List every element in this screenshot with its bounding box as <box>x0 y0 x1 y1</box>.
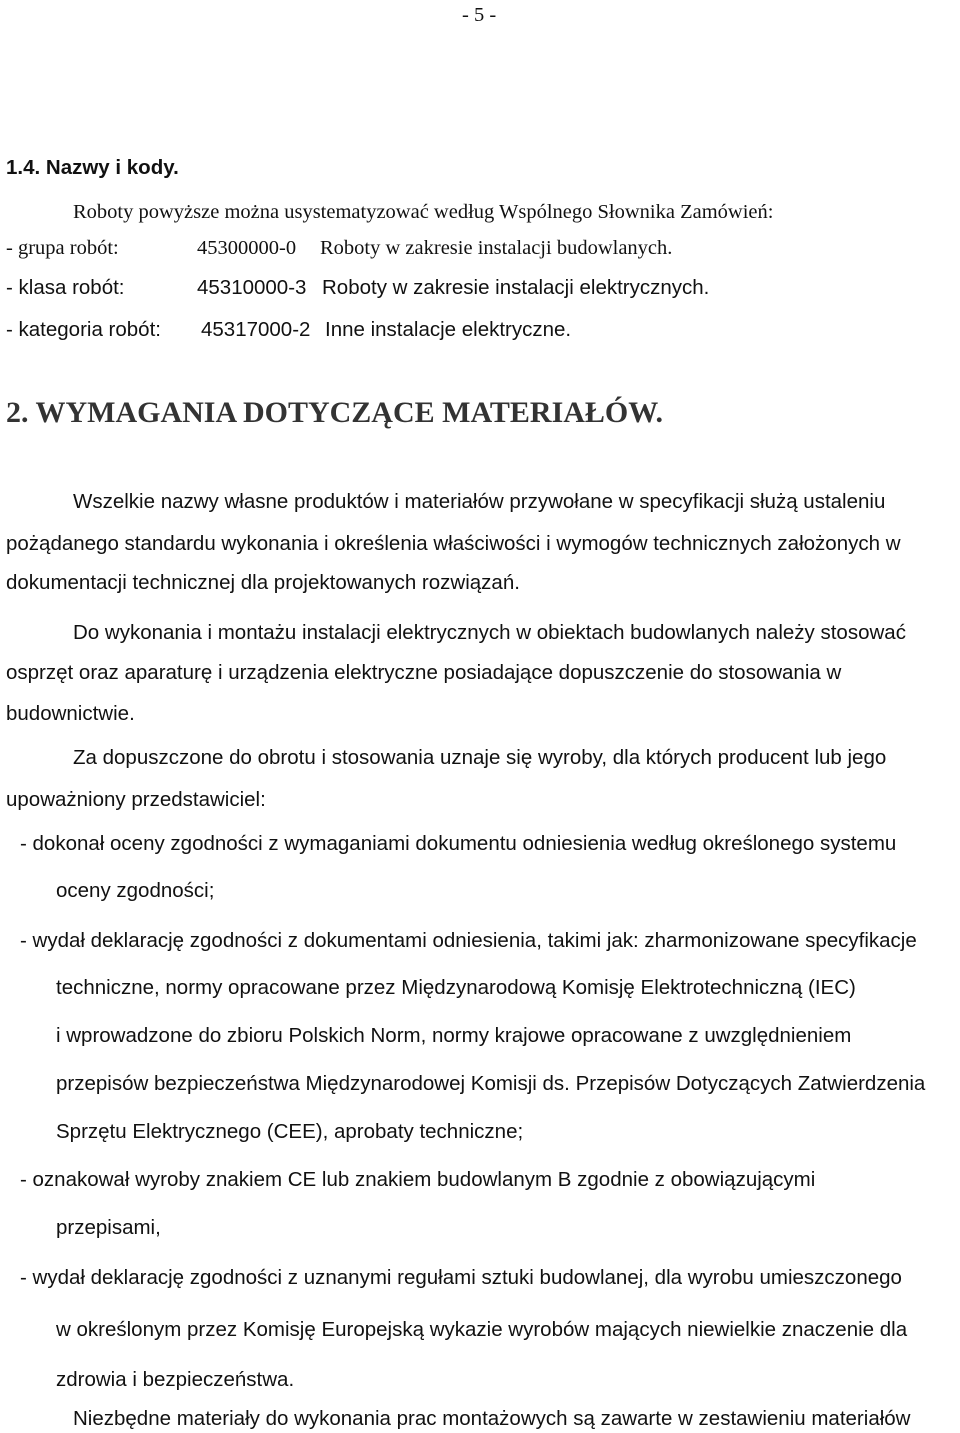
list-item-continuation: i wprowadzone do zbioru Polskich Norm, normy krajowe opracowane z uwzględnieniem <box>56 1024 852 1047</box>
list-item-continuation: przepisami, <box>56 1216 161 1239</box>
section-heading-2: 2. WYMAGANIA DOTYCZĄCE MATERIAŁÓW. <box>6 396 664 429</box>
code-row-code: 45310000-3 <box>197 276 307 299</box>
list-item-continuation: Sprzętu Elektrycznego (CEE), aprobaty techniczne; <box>56 1120 524 1143</box>
paragraph-line: Za dopuszczone do obrotu i stosowania uznaje się wyroby, dla których producent lub jego <box>73 746 887 769</box>
list-item-continuation: oceny zgodności; <box>56 879 215 902</box>
code-row-label: - kategoria robót: <box>6 318 161 341</box>
paragraph-line: pożądanego standardu wykonania i określenia właściwości i wymogów technicznych założonych w <box>6 532 901 555</box>
list-item-continuation: zdrowia i bezpieczeństwa. <box>56 1368 295 1391</box>
paragraph-line: budownictwie. <box>6 702 135 725</box>
list-item: - oznakował wyroby znakiem CE lub znakiem budowlanym B zgodnie z obowiązującymi <box>20 1168 816 1191</box>
paragraph-line: Niezbędne materiały do wykonania prac montażowych są zawarte w zestawieniu materiałów <box>73 1407 911 1430</box>
paragraph-line: Wszelkie nazwy własne produktów i materiałów przywołane w specyfikacji służą ustaleniu <box>73 490 886 513</box>
code-row-code: 45317000-2 <box>201 318 311 341</box>
list-item-continuation: przepisów bezpieczeństwa Międzynarodowej Komisji ds. Przepisów Dotyczących Zatwierdzenia <box>56 1072 926 1095</box>
list-item-continuation: w określonym przez Komisję Europejską wykazie wyrobów mających niewielkie znaczenie dla <box>56 1318 908 1341</box>
intro-line: Roboty powyższe można usystematyzować według Wspólnego Słownika Zamówień: <box>73 201 774 223</box>
page-number: - 5 - <box>462 4 497 26</box>
list-item: - dokonał oceny zgodności z wymaganiami dokumentu odniesienia według określonego systemu <box>20 832 897 855</box>
code-row-desc: Roboty w zakresie instalacji budowlanych. <box>320 237 673 259</box>
paragraph-line: dokumentacji technicznej dla projektowanych rozwiązań. <box>6 571 520 594</box>
paragraph-line: upoważniony przedstawiciel: <box>6 788 266 811</box>
code-row-label: - grupa robót: <box>6 237 119 259</box>
list-item: - wydał deklarację zgodności z uznanymi regułami sztuki budowlanej, dla wyrobu umieszczonego <box>20 1266 902 1289</box>
code-row-label: - klasa robót: <box>6 276 125 299</box>
code-row-code: 45300000-0 <box>197 237 297 259</box>
code-row-desc: Roboty w zakresie instalacji elektrycznych. <box>322 276 710 299</box>
code-row-desc: Inne instalacje elektryczne. <box>325 318 572 341</box>
list-item: - wydał deklarację zgodności z dokumentami odniesienia, takimi jak: zharmonizowane specyfikacje <box>20 929 917 952</box>
paragraph-line: osprzęt oraz aparaturę i urządzenia elektryczne posiadające dopuszczenie do stosowania w <box>6 661 842 684</box>
list-item-continuation: techniczne, normy opracowane przez Międzynarodową Komisję Elektrotechniczną (IEC) <box>56 976 856 999</box>
paragraph-line: Do wykonania i montażu instalacji elektrycznych w obiektach budowlanych należy stosować <box>73 621 906 644</box>
section-heading-1-4: 1.4. Nazwy i kody. <box>6 156 179 179</box>
